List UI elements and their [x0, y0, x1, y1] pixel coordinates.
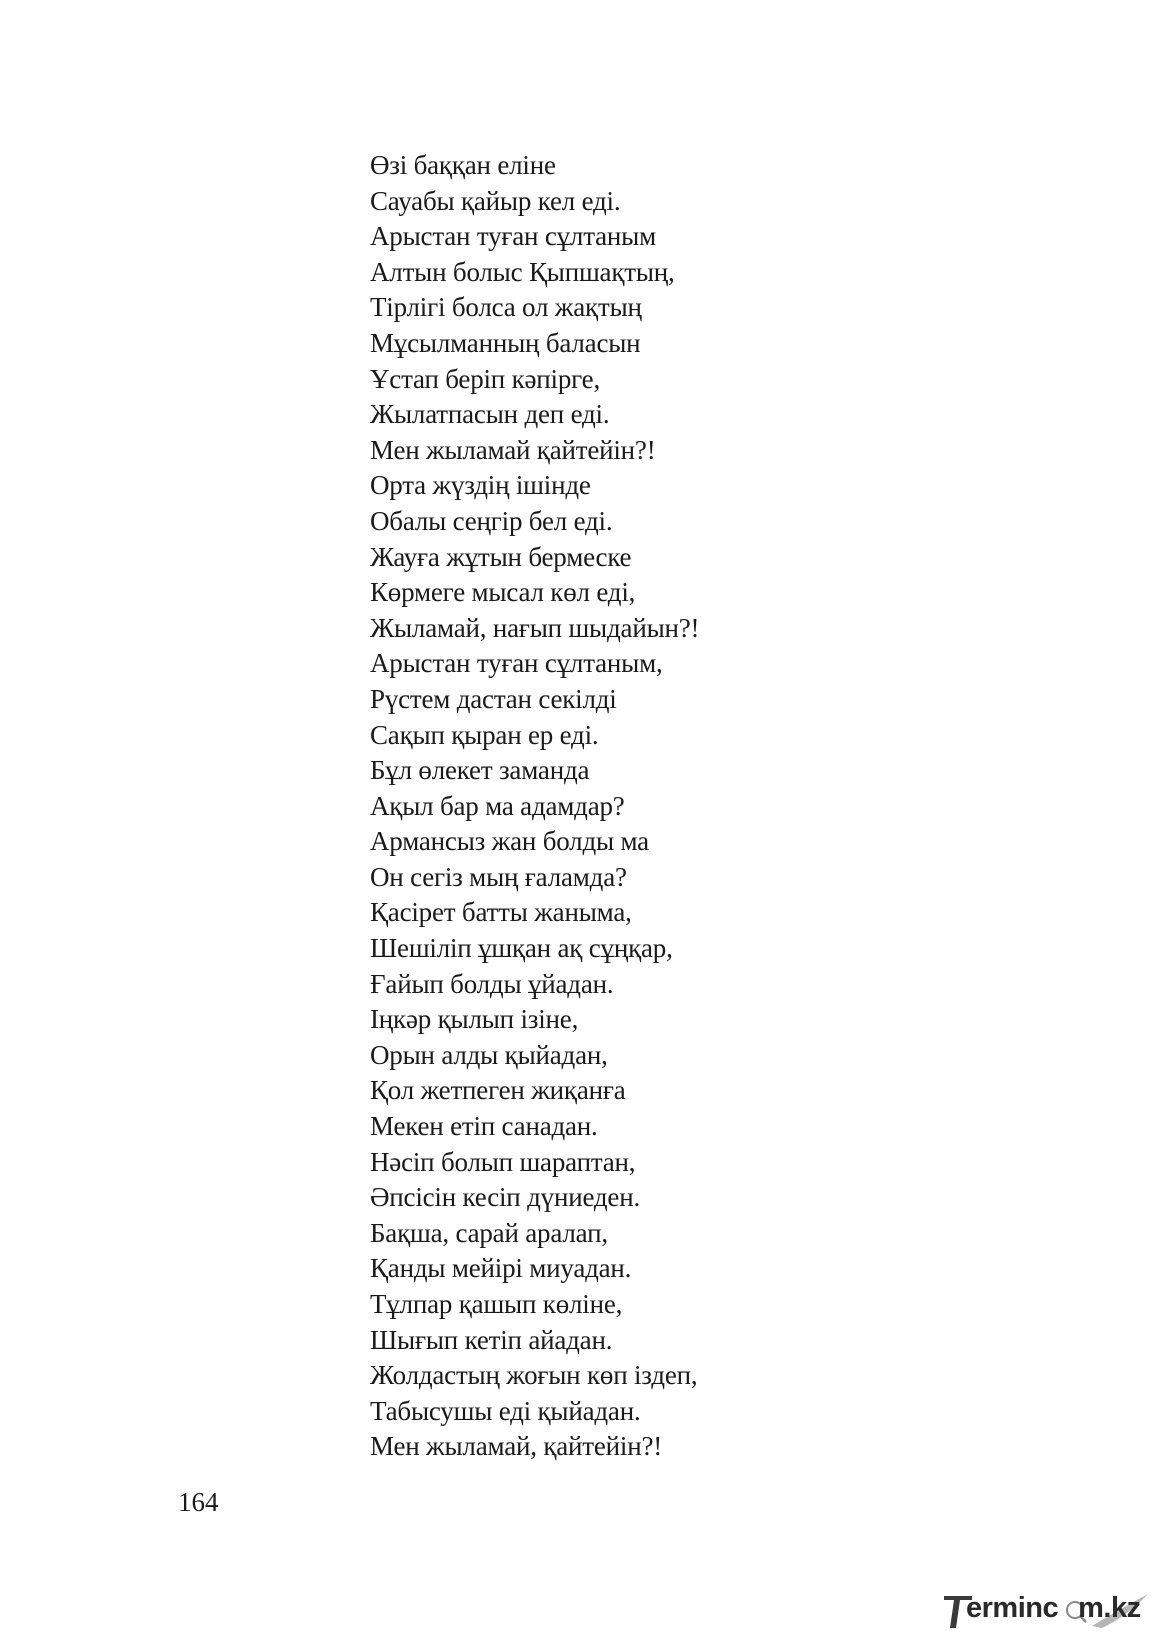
poem-line: Орын алды қыйадан, — [370, 1039, 608, 1070]
poem-line: Ғайып болды ұйадан. — [370, 968, 614, 999]
poem-line: Он сегіз мың ғаламда? — [370, 861, 627, 892]
poem-line: Армансыз жан болды ма — [370, 826, 649, 857]
poem-line: Шешіліп ұшқан ақ сұңқар, — [370, 933, 673, 964]
poem-line: Іңкәр қылып ізіне, — [370, 1004, 579, 1035]
poem-line: Тұлпар қашып көліне, — [370, 1289, 623, 1319]
poem-line: Көрмеге мысал көл еді, — [370, 577, 636, 608]
poem-line: Мекен етіп санадан. — [370, 1111, 598, 1142]
poem-line: Нәсіп болып шараптан, — [370, 1146, 636, 1177]
poem-line: Ақыл бар ма адамдар? — [370, 790, 625, 821]
poem-line: Ұстап беріп кәпірге, — [370, 363, 601, 394]
poem-line: Арыстан туған сұлтаным, — [370, 648, 663, 679]
poem-line: Орта жүздің ішінде — [370, 470, 591, 501]
page-number: 164 — [178, 1487, 219, 1517]
poem-line: Қанды мейірі миуадан. — [370, 1253, 632, 1284]
poem-line: Алтын болыс Қыпшақтың, — [370, 256, 675, 287]
poem-line: Шығып кетіп айадан. — [370, 1324, 613, 1355]
poem-line: Бұл өлекет заманда — [370, 755, 590, 786]
poem-line: Арыстан туған сұлтаным — [370, 221, 656, 252]
poem-line: Мен жыламай, қайтейін?! — [370, 1431, 663, 1462]
poem-line: Әпсісін кесіп дүниеден. — [370, 1182, 640, 1213]
poem-line: Тірлігі болса ол жақтың — [370, 292, 642, 323]
poem-line: Сақып қыран ер еді. — [370, 719, 599, 750]
poem-text — [370, 148, 699, 1465]
poem-line: Мұсылманның баласын — [370, 327, 641, 358]
termincom-watermark-logo — [942, 1588, 1152, 1632]
poem-line: Бақша, сарай аралап, — [370, 1217, 608, 1248]
poem-line: Рүстем дастан секілді — [370, 683, 617, 714]
poem-line: Өзі баққан еліне — [370, 150, 556, 180]
poem-line: Табысушы еді қыйадан. — [370, 1395, 641, 1426]
poem-line: Обалы сеңгір бел еді. — [370, 505, 613, 536]
poem-line: Мен жыламай қайтейін?! — [370, 434, 656, 465]
poem-line: Қасірет батты жаныма, — [370, 897, 632, 928]
poem-line: Жылатпасын деп еді. — [370, 399, 610, 430]
poem-line: Сауабы қайыр кел еді. — [370, 185, 621, 216]
poem-line: Жауға жұтын бермеске — [370, 541, 632, 572]
watermark-text: erminc m.kz — [966, 1592, 1141, 1624]
poem-line: Қол жетпеген жиқанға — [370, 1075, 626, 1106]
poem-line: Жыламай, нағып шыдайын?! — [370, 612, 700, 643]
poem-line: Жолдастың жоғын көп іздеп, — [370, 1360, 698, 1391]
